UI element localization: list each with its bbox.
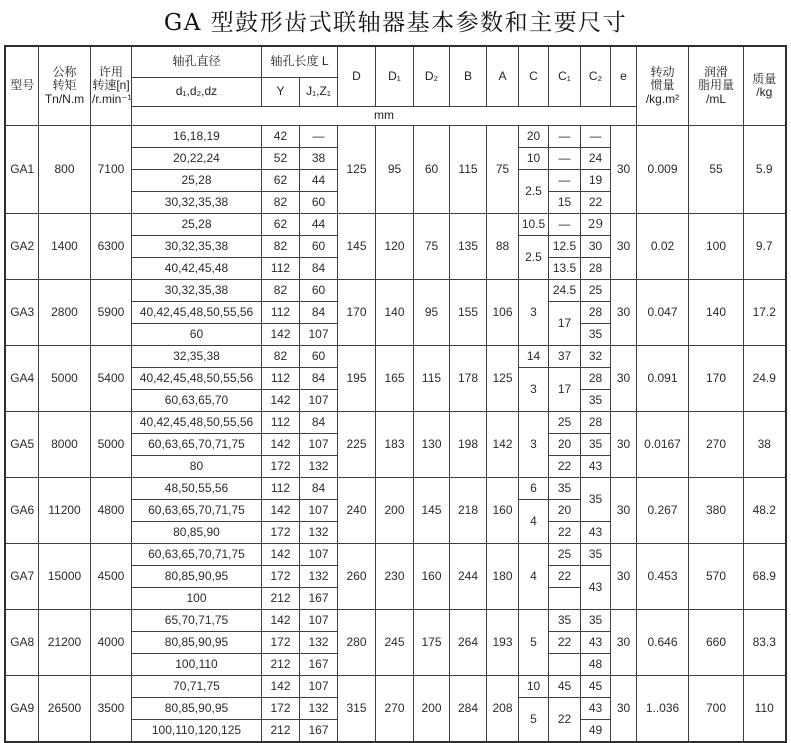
table-cell: 60 bbox=[414, 126, 450, 214]
table-cell: 22 bbox=[549, 456, 581, 478]
table-cell: 44 bbox=[299, 214, 337, 236]
table-cell: 1400 bbox=[38, 214, 90, 280]
table-cell: GA5 bbox=[5, 412, 38, 478]
table-cell: 22 bbox=[549, 632, 581, 654]
table-cell: 112 bbox=[261, 412, 299, 434]
table-row bbox=[5, 412, 785, 434]
table-cell: GA3 bbox=[5, 280, 38, 346]
table-cell: 43 bbox=[581, 632, 611, 654]
header-length-Y: Y bbox=[261, 78, 299, 107]
table-cell: 225 bbox=[338, 412, 376, 478]
table-cell: 178 bbox=[450, 346, 487, 412]
header-dim-A: A bbox=[487, 46, 519, 107]
table-cell: 280 bbox=[338, 610, 376, 676]
table-cell: 183 bbox=[376, 412, 414, 478]
table-cell: 22 bbox=[549, 522, 581, 544]
table-cell: 38 bbox=[744, 412, 786, 478]
table-cell: 30 bbox=[611, 412, 637, 478]
table-cell: 25 bbox=[549, 544, 581, 566]
header-mass: 质量 /kg bbox=[744, 46, 786, 126]
table-cell: GA4 bbox=[5, 346, 38, 412]
table-cell: 35 bbox=[581, 390, 611, 412]
header-bore-diameter: 轴孔直径 bbox=[131, 46, 261, 78]
table-cell: 142 bbox=[261, 500, 299, 522]
table-cell: 44 bbox=[299, 170, 337, 192]
table-cell: 70,71,75 bbox=[131, 676, 261, 698]
table-cell: GA7 bbox=[5, 544, 38, 610]
table-cell: 30 bbox=[611, 478, 637, 544]
table-cell: 60 bbox=[299, 236, 337, 258]
table-cell: 125 bbox=[487, 346, 519, 412]
table-cell: 115 bbox=[450, 126, 487, 214]
table-cell: 30,32,35,38 bbox=[131, 192, 261, 214]
table-cell: 170 bbox=[338, 280, 376, 346]
table-cell: 155 bbox=[450, 280, 487, 346]
table-cell: 60 bbox=[299, 280, 337, 302]
table-cell: 112 bbox=[261, 478, 299, 500]
table-cell: 30,32,35,38 bbox=[131, 236, 261, 258]
table-cell: 107 bbox=[299, 324, 337, 346]
table-cell: 107 bbox=[299, 434, 337, 456]
table-cell: 24 bbox=[581, 148, 611, 170]
table-cell: 60,63,65,70,71,75 bbox=[131, 500, 261, 522]
table-cell: 25 bbox=[581, 280, 611, 302]
table-cell: 32 bbox=[581, 346, 611, 368]
table-cell: 28 bbox=[581, 302, 611, 324]
header-dim-C2: C₂ bbox=[581, 46, 611, 107]
table-cell: 60,63,65,70,71,75 bbox=[131, 434, 261, 456]
table-cell: 55 bbox=[689, 126, 744, 214]
table-cell: 132 bbox=[299, 698, 337, 720]
table-cell: 37 bbox=[549, 346, 581, 368]
coupling-spec-table bbox=[4, 45, 786, 743]
table-cell: 30 bbox=[611, 126, 637, 214]
table-cell: 15 bbox=[549, 192, 581, 214]
table-cell: 15000 bbox=[38, 544, 90, 610]
table-cell: 43 bbox=[581, 698, 611, 720]
table-cell: 193 bbox=[487, 610, 519, 676]
table-cell: 52 bbox=[261, 148, 299, 170]
table-cell: 35 bbox=[581, 324, 611, 346]
table-cell: 30 bbox=[611, 676, 637, 743]
table-cell: 80,85,90,95 bbox=[131, 566, 261, 588]
table-cell: 264 bbox=[450, 610, 487, 676]
table-cell: 65,70,71,75 bbox=[131, 610, 261, 632]
table-cell: 135 bbox=[450, 214, 487, 280]
table-cell: 30 bbox=[581, 236, 611, 258]
header-speed: 许用 转速[n] /r.min⁻¹ bbox=[90, 46, 131, 126]
table-row bbox=[5, 214, 785, 236]
header-bore-length: 轴孔长度 L bbox=[261, 46, 337, 78]
table-cell: 48,50,55,56 bbox=[131, 478, 261, 500]
table-cell: 4 bbox=[519, 544, 549, 610]
table-cell: 4800 bbox=[90, 478, 131, 544]
table-cell: 60 bbox=[299, 346, 337, 368]
table-cell: 5900 bbox=[90, 280, 131, 346]
table-cell: 107 bbox=[299, 610, 337, 632]
table-cell: 10.5 bbox=[519, 214, 549, 236]
table-cell: 75 bbox=[487, 126, 519, 214]
table-cell: 2.5 bbox=[519, 236, 549, 280]
table-cell: 22 bbox=[549, 566, 581, 588]
table-cell: 62 bbox=[261, 170, 299, 192]
table-cell: 125 bbox=[338, 126, 376, 214]
table-cell: 2800 bbox=[38, 280, 90, 346]
table-cell: 208 bbox=[487, 676, 519, 743]
table-cell: 7100 bbox=[90, 126, 131, 214]
table-cell: GA1 bbox=[5, 126, 38, 214]
header-model: 型号 bbox=[5, 46, 38, 126]
table-cell: 160 bbox=[487, 478, 519, 544]
table-cell: 25,28 bbox=[131, 214, 261, 236]
table-cell: 17.2 bbox=[744, 280, 786, 346]
table-cell: 84 bbox=[299, 368, 337, 390]
table-cell: 82 bbox=[261, 280, 299, 302]
table-cell: 172 bbox=[261, 522, 299, 544]
table-cell: 4000 bbox=[90, 610, 131, 676]
table-cell bbox=[549, 654, 581, 676]
table-cell: 200 bbox=[376, 478, 414, 544]
table-cell: 48 bbox=[581, 654, 611, 676]
table-cell: 35 bbox=[549, 610, 581, 632]
table-cell: — bbox=[549, 126, 581, 148]
table-cell bbox=[549, 588, 581, 610]
table-cell: 48.2 bbox=[744, 478, 786, 544]
table-cell: 3 bbox=[519, 280, 549, 346]
table-cell: 218 bbox=[450, 478, 487, 544]
table-cell: 22 bbox=[581, 192, 611, 214]
table-cell: 132 bbox=[299, 566, 337, 588]
table-cell: 6300 bbox=[90, 214, 131, 280]
table-cell: 172 bbox=[261, 632, 299, 654]
table-cell: 110 bbox=[744, 676, 786, 743]
table-cell: 380 bbox=[689, 478, 744, 544]
table-cell: 30,32,35,38 bbox=[131, 280, 261, 302]
table-cell: 145 bbox=[338, 214, 376, 280]
table-cell: 0.453 bbox=[637, 544, 689, 610]
table-cell: 12.5 bbox=[549, 236, 581, 258]
table-cell: 132 bbox=[299, 522, 337, 544]
table-cell: 28 bbox=[581, 258, 611, 280]
table-cell: 107 bbox=[299, 390, 337, 412]
table-cell: 107 bbox=[299, 500, 337, 522]
table-cell: 198 bbox=[450, 412, 487, 478]
table-cell: 0.091 bbox=[637, 346, 689, 412]
table-row bbox=[5, 280, 785, 302]
table-cell: 172 bbox=[261, 566, 299, 588]
table-cell: 83.3 bbox=[744, 610, 786, 676]
table-cell: 140 bbox=[376, 280, 414, 346]
table-cell: 13.5 bbox=[549, 258, 581, 280]
table-cell: 35 bbox=[581, 478, 611, 522]
table-cell: 100 bbox=[689, 214, 744, 280]
table-cell: 10 bbox=[519, 676, 549, 698]
table-cell: 35 bbox=[549, 478, 581, 500]
table-cell: 30 bbox=[611, 214, 637, 280]
table-cell: 195 bbox=[338, 346, 376, 412]
table-cell: 200 bbox=[414, 676, 450, 743]
table-cell: 142 bbox=[261, 324, 299, 346]
table-cell: 20 bbox=[519, 126, 549, 148]
table-cell: 142 bbox=[261, 434, 299, 456]
table-cell: 60,63,65,70 bbox=[131, 390, 261, 412]
header-dim-D1: D₁ bbox=[376, 46, 414, 107]
table-cell: 60 bbox=[299, 192, 337, 214]
header-dim-C: C bbox=[519, 46, 549, 107]
table-cell: 212 bbox=[261, 654, 299, 676]
table-cell: 0.02 bbox=[637, 214, 689, 280]
table-cell: 2.5 bbox=[519, 170, 549, 214]
table-cell: 132 bbox=[299, 456, 337, 478]
table-cell: 24.5 bbox=[549, 280, 581, 302]
header-length-J1Z1: J₁,Z₁ bbox=[299, 78, 337, 107]
table-cell: 60 bbox=[131, 324, 261, 346]
table-cell: 80,85,90,95 bbox=[131, 632, 261, 654]
table-cell: 230 bbox=[376, 544, 414, 610]
table-row bbox=[5, 478, 785, 500]
table-cell: 260 bbox=[338, 544, 376, 610]
table-cell: 112 bbox=[261, 258, 299, 280]
table-cell: 106 bbox=[487, 280, 519, 346]
table-cell: 142 bbox=[261, 610, 299, 632]
table-cell: 43 bbox=[581, 566, 611, 610]
table-cell: 172 bbox=[261, 456, 299, 478]
header-unit-mm: mm bbox=[131, 107, 636, 126]
table-cell: 112 bbox=[261, 302, 299, 324]
table-cell: 570 bbox=[689, 544, 744, 610]
table-cell: 212 bbox=[261, 588, 299, 610]
header-inertia: 转动 惯量 /kg.m² bbox=[637, 46, 689, 126]
table-cell: 9.7 bbox=[744, 214, 786, 280]
table-cell: 100,110 bbox=[131, 654, 261, 676]
table-cell: 84 bbox=[299, 258, 337, 280]
table-cell: 8000 bbox=[38, 412, 90, 478]
table-cell: 120 bbox=[376, 214, 414, 280]
table-cell: 5 bbox=[519, 610, 549, 676]
table-cell: 170 bbox=[689, 346, 744, 412]
table-cell: 19 bbox=[581, 170, 611, 192]
table-cell: 84 bbox=[299, 478, 337, 500]
table-cell: 0.267 bbox=[637, 478, 689, 544]
table-cell: — bbox=[549, 148, 581, 170]
table-row bbox=[5, 676, 785, 698]
table-cell: 75 bbox=[414, 214, 450, 280]
table-cell: 40,42,45,48 bbox=[131, 258, 261, 280]
table-cell: 30 bbox=[611, 610, 637, 676]
table-cell: 62 bbox=[261, 214, 299, 236]
table-cell: 100,110,120,125 bbox=[131, 720, 261, 743]
table-cell: 244 bbox=[450, 544, 487, 610]
table-cell: 95 bbox=[376, 126, 414, 214]
table-cell: 60,63,65,70,71,75 bbox=[131, 544, 261, 566]
table-cell: — bbox=[549, 170, 581, 192]
table-row bbox=[5, 346, 785, 368]
table-cell: 212 bbox=[261, 720, 299, 743]
table-cell: GA6 bbox=[5, 478, 38, 544]
table-cell: 82 bbox=[261, 346, 299, 368]
table-cell: 14 bbox=[519, 346, 549, 368]
table-row bbox=[5, 126, 785, 148]
table-cell: 11200 bbox=[38, 478, 90, 544]
table-cell: 3500 bbox=[90, 676, 131, 743]
table-header bbox=[5, 46, 785, 126]
table-row bbox=[5, 610, 785, 632]
table-cell: 35 bbox=[581, 610, 611, 632]
table-cell: 25,28 bbox=[131, 170, 261, 192]
table-cell: 88 bbox=[487, 214, 519, 280]
table-cell: GA9 bbox=[5, 676, 38, 743]
table-cell: GA8 bbox=[5, 610, 38, 676]
table-cell: 175 bbox=[414, 610, 450, 676]
header-dim-C1: C₁ bbox=[549, 46, 581, 107]
table-cell: 0.009 bbox=[637, 126, 689, 214]
table-cell: 142 bbox=[487, 412, 519, 478]
table-cell: — bbox=[549, 214, 581, 236]
table-cell: 160 bbox=[414, 544, 450, 610]
table-cell: 4500 bbox=[90, 544, 131, 610]
table-cell: 24.9 bbox=[744, 346, 786, 412]
table-cell: 84 bbox=[299, 302, 337, 324]
table-cell: 4 bbox=[519, 500, 549, 544]
table-cell: 40,42,45,48,50,55,56 bbox=[131, 368, 261, 390]
table-cell: 10 bbox=[519, 148, 549, 170]
table-cell: 172 bbox=[261, 698, 299, 720]
table-cell: 80,85,90 bbox=[131, 522, 261, 544]
table-cell: 112 bbox=[261, 368, 299, 390]
table-cell: 16,18,19 bbox=[131, 126, 261, 148]
table-cell: 17 bbox=[549, 368, 581, 412]
table-cell: 5.9 bbox=[744, 126, 786, 214]
table-cell: 0.0167 bbox=[637, 412, 689, 478]
table-cell: 30 bbox=[611, 346, 637, 412]
table-cell: 28 bbox=[581, 412, 611, 434]
table-cell: 40,42,45,48,50,55,56 bbox=[131, 412, 261, 434]
table-cell: 3 bbox=[519, 368, 549, 412]
table-cell: 5000 bbox=[90, 412, 131, 478]
table-cell: 660 bbox=[689, 610, 744, 676]
table-cell: — bbox=[581, 126, 611, 148]
table-cell: 21200 bbox=[38, 610, 90, 676]
table-cell: 26500 bbox=[38, 676, 90, 743]
table-cell: 180 bbox=[487, 544, 519, 610]
table-cell: 20 bbox=[549, 434, 581, 456]
table-cell: 45 bbox=[581, 676, 611, 698]
table-cell: GA2 bbox=[5, 214, 38, 280]
table-cell: 5400 bbox=[90, 346, 131, 412]
header-grease: 润滑 脂用量 /mL bbox=[689, 46, 744, 126]
table-cell: 100 bbox=[131, 588, 261, 610]
table-cell: 17 bbox=[549, 302, 581, 346]
table-cell: 82 bbox=[261, 192, 299, 214]
table-cell: 315 bbox=[338, 676, 376, 743]
table-cell: 270 bbox=[376, 676, 414, 743]
table-cell: 140 bbox=[689, 280, 744, 346]
table-cell: 5 bbox=[519, 698, 549, 743]
table-cell: 167 bbox=[299, 654, 337, 676]
table-cell: 130 bbox=[414, 412, 450, 478]
table-cell: 80 bbox=[131, 456, 261, 478]
table-cell: 29 bbox=[581, 214, 611, 236]
table-cell: 0.646 bbox=[637, 610, 689, 676]
table-cell: 30 bbox=[611, 544, 637, 610]
table-cell: 800 bbox=[38, 126, 90, 214]
table-cell: 25 bbox=[549, 412, 581, 434]
table-cell: 80,85,90,95 bbox=[131, 698, 261, 720]
header-dim-e: e bbox=[611, 46, 637, 107]
table-cell: 145 bbox=[414, 478, 450, 544]
table-cell: 20,22,24 bbox=[131, 148, 261, 170]
table-cell: 49 bbox=[581, 720, 611, 743]
header-dim-D: D bbox=[338, 46, 376, 107]
table-row bbox=[5, 544, 785, 566]
table-body bbox=[5, 126, 785, 743]
table-cell: 43 bbox=[581, 456, 611, 478]
header-dim-D2: D₂ bbox=[414, 46, 450, 107]
table-cell: 38 bbox=[299, 148, 337, 170]
table-cell: 42 bbox=[261, 126, 299, 148]
table-cell: 20 bbox=[549, 500, 581, 522]
table-cell: 245 bbox=[376, 610, 414, 676]
table-cell: 132 bbox=[299, 632, 337, 654]
table-cell: 240 bbox=[338, 478, 376, 544]
table-cell: 32,35,38 bbox=[131, 346, 261, 368]
table-cell: 82 bbox=[261, 236, 299, 258]
table-cell: 115 bbox=[414, 346, 450, 412]
table-cell: 0.047 bbox=[637, 280, 689, 346]
table-cell: 1..036 bbox=[637, 676, 689, 743]
table-cell: 165 bbox=[376, 346, 414, 412]
table-cell: — bbox=[299, 126, 337, 148]
table-cell: 45 bbox=[549, 676, 581, 698]
table-cell: 142 bbox=[261, 676, 299, 698]
table-cell: 22 bbox=[549, 698, 581, 743]
table-cell: 35 bbox=[581, 544, 611, 566]
table-cell: 28 bbox=[581, 368, 611, 390]
table-cell: 40,42,45,48,50,55,56 bbox=[131, 302, 261, 324]
table-cell: 167 bbox=[299, 720, 337, 743]
table-cell: 107 bbox=[299, 544, 337, 566]
table-cell: 5000 bbox=[38, 346, 90, 412]
header-torque: 公称 转矩 Tn/N.m bbox=[38, 46, 90, 126]
table-cell: 43 bbox=[581, 522, 611, 544]
header-dim-B: B bbox=[450, 46, 487, 107]
table-cell: 84 bbox=[299, 412, 337, 434]
table-cell: 107 bbox=[299, 676, 337, 698]
table-cell: 6 bbox=[519, 478, 549, 500]
table-cell: 142 bbox=[261, 544, 299, 566]
table-cell: 167 bbox=[299, 588, 337, 610]
table-cell: 3 bbox=[519, 412, 549, 478]
header-bore-diameter-sub: d₁,d₂,dᴢ bbox=[131, 78, 261, 107]
table-cell: 270 bbox=[689, 412, 744, 478]
table-cell: 95 bbox=[414, 280, 450, 346]
page-title: GA 型鼓形齿式联轴器基本参数和主要尺寸 bbox=[163, 10, 628, 36]
table-cell: 142 bbox=[261, 390, 299, 412]
table-cell: 30 bbox=[611, 280, 637, 346]
table-cell: 700 bbox=[689, 676, 744, 743]
table-cell: 68.9 bbox=[744, 544, 786, 610]
table-cell: 284 bbox=[450, 676, 487, 743]
table-cell: 35 bbox=[581, 434, 611, 456]
